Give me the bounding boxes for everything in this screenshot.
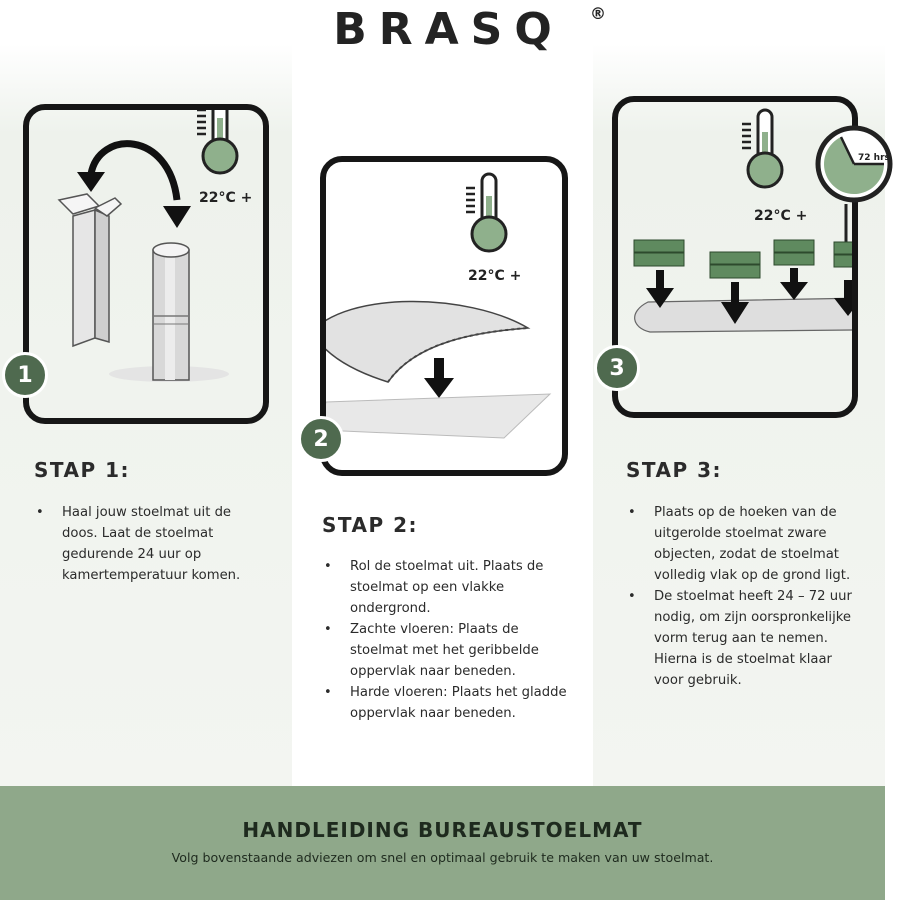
step-3-list bbox=[624, 502, 862, 691]
step-1-illustration-card bbox=[23, 104, 269, 424]
box-icon bbox=[59, 194, 121, 346]
step-2-title: STAP 2: bbox=[322, 513, 419, 537]
list-item: • Rol de stoelmat uit. Plaats de stoelmat op een vlakke ondergrond. bbox=[320, 556, 580, 619]
list-item: • Haal jouw stoelmat uit de doos. Laat de stoelmat gedurende 24 uur op kamertemperatuur komen. bbox=[32, 502, 268, 586]
footer-banner bbox=[0, 786, 885, 900]
step-2-list bbox=[320, 556, 580, 724]
thermometer-icon bbox=[742, 110, 782, 187]
list-item: • De stoelmat heeft 24 – 72 uur nodig, om zijn oorspronkelijke vorm terug aan te nemen. Hierna is de stoelmat klaar voor gebruik. bbox=[624, 586, 862, 691]
list-item: • Zachte vloeren: Plaats de stoelmat met het geribbelde oppervlak naar beneden. bbox=[320, 619, 580, 682]
clock-icon bbox=[814, 124, 894, 204]
step-3-badge: 3 bbox=[594, 345, 640, 391]
step-1-list bbox=[32, 502, 268, 586]
weight-stack-icon bbox=[774, 240, 814, 300]
thermometer-icon bbox=[197, 110, 237, 173]
clock-label: 72 hrs bbox=[858, 153, 890, 163]
stoelmat-sheet-icon bbox=[326, 301, 528, 382]
brand-logo bbox=[0, 4, 897, 55]
list-item: • Plaats op de hoeken van de uitgerolde stoelmat zware objecten, zodat de stoelmat volledig vlak op de grond ligt. bbox=[624, 502, 862, 586]
step-2-badge: 2 bbox=[298, 416, 344, 462]
step-1-title: STAP 1: bbox=[34, 458, 131, 482]
footer-subtitle: Volg bovenstaande adviezen om snel en optimaal gebruik te maken van uw stoelmat. bbox=[171, 850, 714, 865]
footer-title: HANDLEIDING BUREAUSTOELMAT bbox=[242, 818, 643, 842]
list-item: • Harde vloeren: Plaats het gladde oppervlak naar beneden. bbox=[320, 682, 580, 724]
step-1-temperature: 22°C + bbox=[199, 190, 253, 206]
brand-name: BRASQ bbox=[333, 4, 564, 55]
weight-stack-icon bbox=[634, 240, 684, 308]
arrow-down-icon bbox=[424, 358, 454, 398]
thermometer-icon bbox=[466, 174, 506, 251]
registered-mark: ® bbox=[590, 4, 606, 23]
step-1-badge: 1 bbox=[2, 352, 48, 398]
step-3-temperature: 22°C + bbox=[754, 208, 808, 224]
roll-icon bbox=[109, 243, 229, 382]
step-3-title: STAP 3: bbox=[626, 458, 723, 482]
step-2-temperature: 22°C + bbox=[468, 268, 522, 284]
flat-sheet-icon bbox=[326, 394, 550, 438]
step-2-illustration-card bbox=[320, 156, 568, 476]
